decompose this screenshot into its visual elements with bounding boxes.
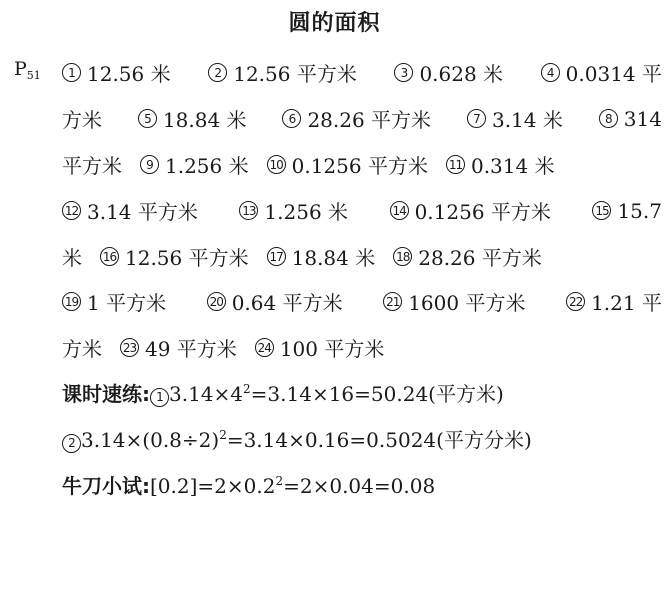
answer-value: 1.256 米 xyxy=(264,200,349,224)
answer-value: 12.56 平方米 xyxy=(233,62,357,86)
practice-q1-post: =3.14×16=50.24(平方米) xyxy=(250,382,504,406)
answer-item xyxy=(566,287,662,316)
practice-q1-pre: 3.14×4 xyxy=(169,382,244,406)
trial-post: =2×0.04=0.08 xyxy=(283,474,436,498)
answer-item xyxy=(62,333,102,362)
trial-line xyxy=(62,470,662,499)
answer-item xyxy=(383,287,525,316)
answer-value: 18.84 米 xyxy=(162,108,247,132)
answer-item xyxy=(390,196,551,225)
answer-number: 13 xyxy=(239,201,258,220)
answer-number: 21 xyxy=(383,292,402,311)
answer-item xyxy=(255,333,385,362)
answer-row xyxy=(62,242,662,271)
answer-number: 1 xyxy=(62,63,81,82)
answer-item xyxy=(62,58,171,87)
page-title: 圆的面积 xyxy=(288,11,381,36)
answer-number: 24 xyxy=(255,338,274,357)
answer-item xyxy=(541,58,662,87)
answer-value: 1600 平方米 xyxy=(408,291,526,315)
practice-q1-exp: 2 xyxy=(243,382,251,396)
practice-label: 课时速练: xyxy=(62,382,150,406)
page-ref-letter: P xyxy=(14,58,27,80)
practice-q2-pre: 3.14×(0.8÷2) xyxy=(81,428,220,452)
answer-value: 28.26 平方米 xyxy=(307,108,432,132)
answer-item xyxy=(394,58,503,87)
answer-item xyxy=(62,242,82,271)
answer-value: 100 平方米 xyxy=(279,337,385,361)
answer-row xyxy=(62,196,662,225)
practice-q2-post: =3.14×0.16=0.5024(平方分米) xyxy=(226,428,532,452)
answer-item xyxy=(140,150,249,179)
answer-value: 1 平方米 xyxy=(87,291,167,315)
answer-item xyxy=(100,242,249,271)
answer-value: 12.56 米 xyxy=(87,62,171,86)
answer-number: 4 xyxy=(541,63,560,82)
practice-line-2 xyxy=(62,424,662,453)
answer-number: 9 xyxy=(140,155,159,174)
answer-number: 2 xyxy=(208,63,227,82)
answer-value: 1.21 平 xyxy=(591,291,662,315)
answer-item xyxy=(120,333,237,362)
trial-exp: 2 xyxy=(275,474,284,488)
page-reference xyxy=(14,58,41,82)
answer-item xyxy=(62,150,122,179)
answer-number: 5 xyxy=(138,109,157,128)
answer-value: 28.26 平方米 xyxy=(418,246,542,270)
answer-value: 15.7 xyxy=(617,198,662,223)
answer-number: 10 xyxy=(267,155,286,174)
answer-value: 49 平方米 xyxy=(145,337,237,361)
answer-item xyxy=(446,150,555,179)
answer-item xyxy=(207,287,343,316)
answer-item xyxy=(267,150,428,179)
answer-number: 22 xyxy=(566,292,585,311)
answer-value: 18.84 米 xyxy=(291,246,376,270)
answer-value: 0.1256 平方米 xyxy=(291,154,428,178)
answer-value: 0.628 米 xyxy=(419,62,504,86)
answer-number: 15 xyxy=(592,201,611,220)
answer-row xyxy=(62,150,662,179)
answer-value: 方米 xyxy=(62,108,102,132)
answer-number: 20 xyxy=(207,292,226,311)
answer-number: 14 xyxy=(390,201,409,220)
answer-value: 3.14 平方米 xyxy=(87,200,198,224)
answer-item xyxy=(467,104,563,133)
answer-value: 0.314 米 xyxy=(470,154,555,178)
answer-value: 0.1256 平方米 xyxy=(414,200,551,224)
answer-number: 18 xyxy=(393,247,412,266)
answer-item xyxy=(138,104,247,133)
answer-number: 8 xyxy=(599,109,618,128)
answer-number: 11 xyxy=(446,155,465,174)
answer-value: 平方米 xyxy=(62,154,122,178)
answer-item xyxy=(592,196,662,225)
answer-value: 12.56 平方米 xyxy=(125,246,249,270)
answer-value: 1.256 米 xyxy=(165,154,249,178)
answer-item xyxy=(239,196,348,225)
answer-row xyxy=(62,104,662,133)
practice-q2-number: 2 xyxy=(62,434,81,453)
answer-item xyxy=(282,104,431,133)
answer-item xyxy=(62,287,166,316)
answer-item xyxy=(393,242,542,271)
answer-item xyxy=(267,242,376,271)
answer-item xyxy=(62,196,198,225)
answer-item xyxy=(599,104,662,133)
answer-number: 16 xyxy=(100,247,119,266)
trial-pre: [0.2]=2×0.2 xyxy=(150,474,276,498)
answer-number: 7 xyxy=(467,109,486,128)
answer-row xyxy=(62,333,662,362)
answer-row xyxy=(62,58,662,87)
answer-value: 0.64 平方米 xyxy=(231,291,343,315)
answer-value: 米 xyxy=(62,246,82,270)
answer-number: 23 xyxy=(120,338,139,357)
answer-item xyxy=(62,104,102,133)
trial-label: 牛刀小试: xyxy=(62,474,150,498)
answer-value: 3.14 米 xyxy=(491,108,563,132)
practice-line-1 xyxy=(62,378,662,407)
answer-value: 方米 xyxy=(62,337,102,361)
answer-item xyxy=(208,58,357,87)
answer-value: 0.0314 平 xyxy=(565,62,662,86)
answer-row xyxy=(62,287,662,316)
answer-number: 17 xyxy=(267,247,286,266)
answer-number: 19 xyxy=(62,292,81,311)
practice-q1-number: 1 xyxy=(150,388,169,407)
answer-number: 12 xyxy=(62,201,81,220)
answer-number: 6 xyxy=(282,109,301,128)
practice-q2-exp: 2 xyxy=(219,428,227,442)
answer-number: 3 xyxy=(394,63,413,82)
answer-value: 314 xyxy=(623,106,662,131)
page-ref-number: 51 xyxy=(26,69,41,82)
